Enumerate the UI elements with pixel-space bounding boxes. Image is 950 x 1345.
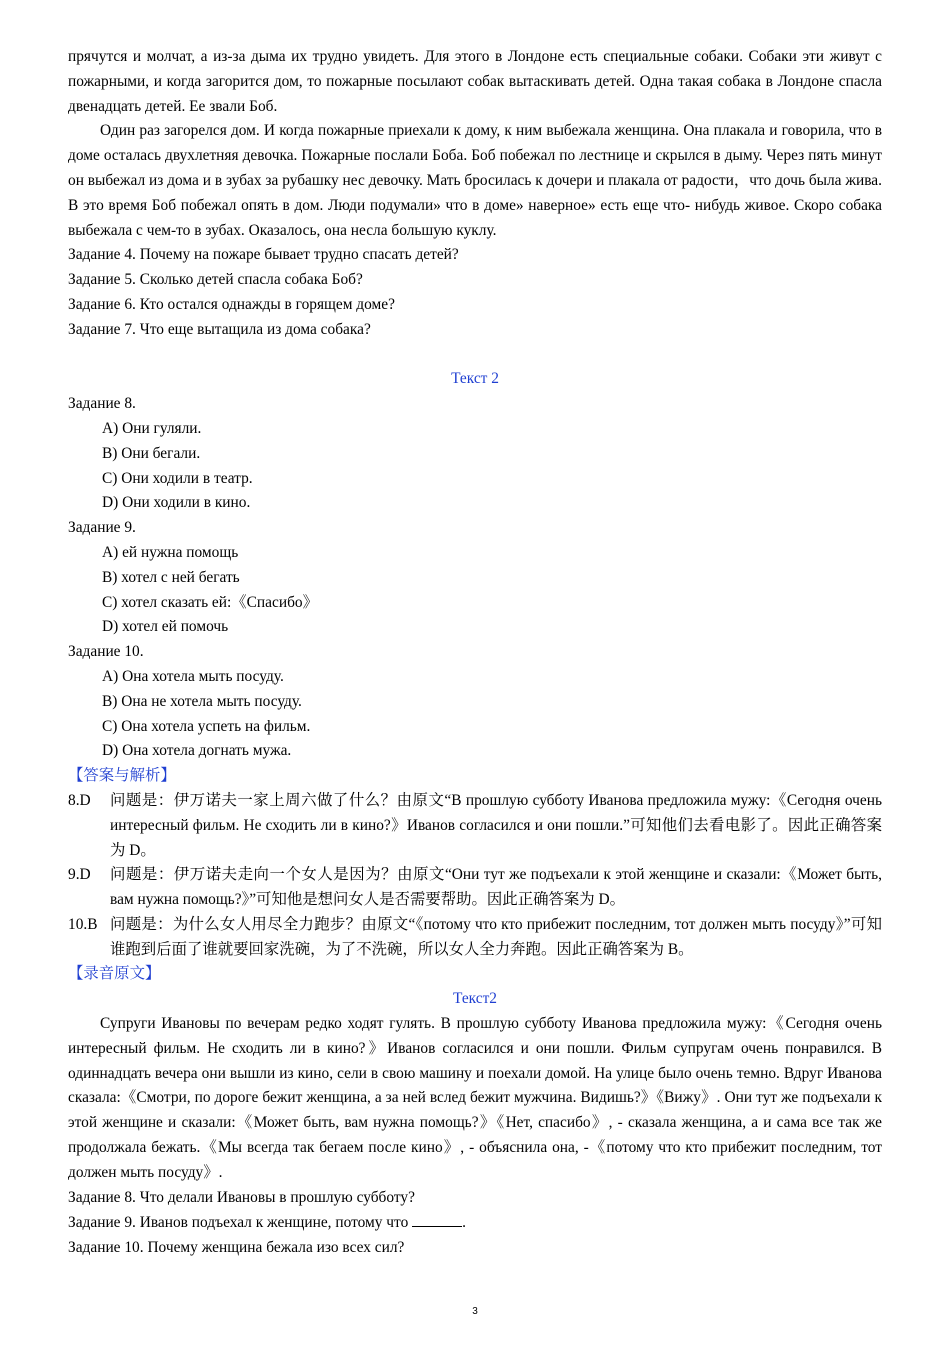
- option-b: B) хотел с ней бегать: [102, 568, 240, 586]
- transcript-text: Супруги Ивановы по вечерам редко ходят гулять. В прошлую субботу Иванова предложила мужу:《Сегодня очень интересный фильм. Не сходить ли в кино?》Иванов согласился и они пошли. Фильм супругам очень понравился. В одиннадцать вечера они вышли из кино, сели в свою машину и поехали домой. На улице было очень темно. Вдруг Иванова сказала:《Смотри, по дороге бежит женщина, а за ней вслед бежит мужчина. Видишь?》《Вижу》. Они тут же подъехали к этой женщине и сказали:《Может быть, вам нужна помощь?》《Нет, спасибо》, - сказала женщина, а и сама все так же продолжала бежать.《Мы всегда так бегаем после кино》, - объяснила она, -《потому что кто прибежит последним, тот должен мыть посуду》.: [68, 1015, 882, 1181]
- question-6: Задание 6. Кто остался однажды в горящем доме?: [68, 295, 395, 313]
- task-8: [68, 392, 882, 516]
- question-end: .: [462, 1214, 466, 1232]
- page-number: 3: [472, 1306, 478, 1317]
- final-question-10: Задание 10. Почему женщина бежала изо всех сил?: [68, 1239, 405, 1257]
- answer-8: [68, 789, 882, 863]
- text1-paragraph-continued: прячутся и молчат, а из-за дыма их трудно увидеть. Для этого в Лондоне есть специальные собаки. Собаки эти живут с пожарными, и когда загорится дом, то пожарные посылают собак вытаскивать детей. Одна такая собака в Лондоне спасла двенадцать детей. Ее звали Боб.: [68, 48, 882, 115]
- answer-number: 10.B: [68, 915, 98, 933]
- answer-explanation: 问题是：伊万诺夫一家上周六做了什么？由原文“В прошлую субботу Иванова предложила мужу:《Сегодня очень интересный фильм. Не сходить ли в кино?》Иванов согласился и они пошли.”可知他们去看电影了。因此正确答案为 D。: [110, 791, 882, 859]
- question-7: Задание 7. Что еще вытащила из дома собака?: [68, 320, 371, 338]
- final-question-8: Задание 8. Что делали Ивановы в прошлую субботу?: [68, 1188, 415, 1206]
- text1-paragraph-2: Один раз загорелся дом. И когда пожарные приехали к дому, к ним выбежала женщина. Она плакала и говорила, что в доме осталась двухлетняя девочка. Пожарные послали Боба. Боб побежал по лестнице и скрылся в дыму. Через пять минут он выбежал из дома и в зубах за рубашку нес девочку. Мать бросилась к дочери и плакала от радости，что дочь была жива. В это время Боб побежал опять в дом. Люди подумали» что в доме» наверное» есть еще что- нибудь живое. Скоро собака выбежала с чем-то в зубах. Оказалось, она несла большую куклу.: [68, 122, 882, 239]
- question-4: Задание 4. Почему на пожаре бывает трудно спасать детей?: [68, 246, 459, 264]
- transcript-title: Текст2: [453, 990, 497, 1008]
- answer-number: 8.D: [68, 791, 91, 809]
- option-a: A) ей нужна помощь: [102, 543, 239, 561]
- option-c: C) хотел сказать ей:《Спасибо》: [102, 593, 318, 611]
- task-label: Задание 8.: [68, 395, 136, 413]
- task-10: [68, 640, 882, 764]
- option-d: D) Они ходили в кино.: [102, 494, 251, 512]
- answer-explanation: 问题是：伊万诺夫走向一个女人是因为？由原文“Они тут же подъехали к этой женщине и сказали:《Может быть, вам нужна помощь?》”可知他是想问女人是否需要帮助。因此正确答案为 D。: [110, 866, 882, 909]
- option-a: A) Она хотела мыть посуду.: [102, 667, 284, 685]
- text2-title: Текст 2: [451, 370, 499, 388]
- option-d: D) Она хотела догнать мужа.: [102, 742, 292, 760]
- answer-explanation: 问题是：为什么女人用尽全力跑步？由原文“《потому что кто прибежит последним, тот должен мыть посуду》”可知谁跑到后面了谁就要回家洗碗，为了不洗碗，所以女人全力奔跑。因此正确答案为 B。: [110, 915, 882, 958]
- answer-9: [68, 863, 882, 913]
- task-9: [68, 516, 882, 640]
- spacer: [68, 343, 882, 368]
- option-b: B) Они бегали.: [102, 444, 201, 462]
- answer-number: 9.D: [68, 866, 91, 884]
- answers-heading: 【答案与解析】: [68, 767, 176, 785]
- question-text: Задание 9. Иванов подъехал к женщине, потому что: [68, 1214, 409, 1232]
- question-5: Задание 5. Сколько детей спасла собака Боб?: [68, 271, 363, 289]
- answer-10: [68, 913, 882, 963]
- option-c: C) Они ходили в театр.: [102, 469, 253, 487]
- final-question-9: [68, 1210, 882, 1236]
- option-c: C) Она хотела успеть на фильм.: [102, 717, 311, 735]
- option-a: A) Они гуляли.: [102, 419, 202, 437]
- option-d: D) хотел ей помочь: [102, 618, 229, 636]
- task-label: Задание 9.: [68, 519, 136, 537]
- transcript-heading: 【录音原文】: [68, 965, 161, 983]
- answer-blank: [412, 1210, 462, 1227]
- task-label: Задание 10.: [68, 643, 144, 661]
- option-b: B) Она не хотела мыть посуду.: [102, 692, 302, 710]
